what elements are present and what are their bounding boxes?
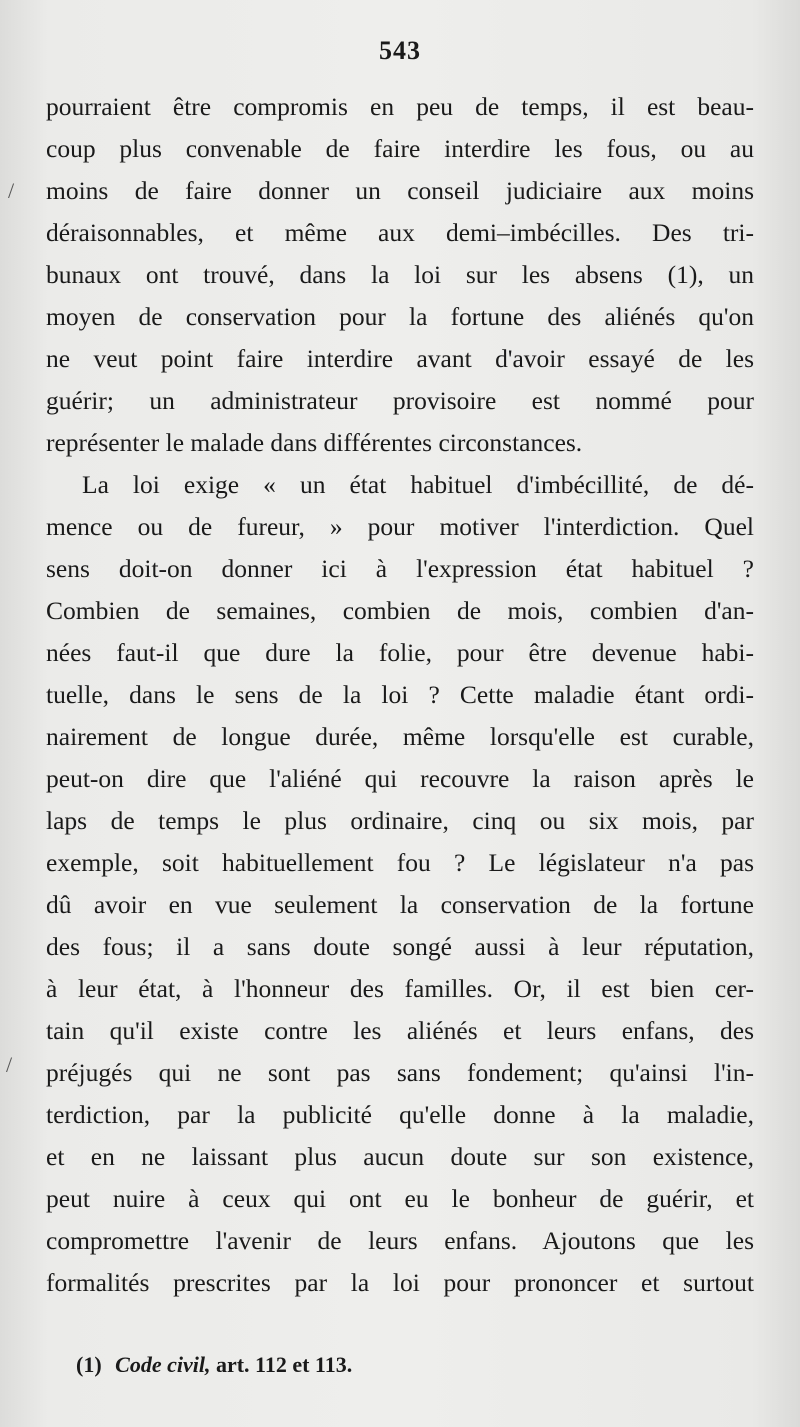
page-number: 543 [379, 36, 421, 65]
text-line: tain qu'il existe contre les aliénés et leurs enfans, des [46, 1016, 754, 1045]
text-line: guérir; un administrateur provisoire est nommé pour [46, 386, 754, 415]
text-line: peut nuire à ceux qui ont eu le bonheur de guérir, et [46, 1184, 754, 1213]
footnote-rest: art. 112 et 113. [215, 1352, 353, 1377]
text-line: moyen de conservation pour la fortune des aliénés qu'on [46, 302, 754, 331]
text-line: pourraient être compromis en peu de temps, il est beau- [46, 92, 754, 121]
text-line: laps de temps le plus ordinaire, cinq ou six mois, par [46, 806, 754, 835]
text-line: ne veut point faire interdire avant d'avoir essayé de les [46, 344, 754, 373]
text-line: tuelle, dans le sens de la loi ? Cette maladie étant ordi- [46, 680, 754, 709]
text-line: compromettre l'avenir de leurs enfans. Ajoutons que les [46, 1226, 754, 1255]
text-line: Combien de semaines, combien de mois, combien d'an- [46, 596, 754, 625]
footnote-code: Code civil, [115, 1352, 211, 1377]
text-line: nairement de longue durée, même lorsqu'elle est curable, [46, 722, 754, 751]
text-line: représenter le malade dans différentes circonstances. [46, 428, 583, 457]
text-line: exemple, soit habituellement fou ? Le législateur n'a pas [46, 848, 754, 877]
footnote-ref: (1) [76, 1352, 102, 1377]
text-line: nées faut-il que dure la folie, pour être devenue habi- [46, 638, 754, 667]
text-line: dû avoir en vue seulement la conservation de la fortune [46, 890, 754, 919]
text-line: peut-on dire que l'aliéné qui recouvre la raison après le [46, 764, 754, 793]
text-line: La loi exige « un état habituel d'imbécillité, de dé- [82, 470, 754, 499]
text-line: à leur état, à l'honneur des familles. Or, il est bien cer- [46, 974, 754, 1003]
text-line: déraisonnables, et même aux demi–imbécilles. Des tri- [46, 218, 754, 247]
margin-tick-mark: / [6, 1052, 13, 1077]
footnote [76, 1352, 352, 1378]
body-text [46, 86, 754, 1304]
text-line: et en ne laissant plus aucun doute sur son existence, [46, 1142, 754, 1171]
text-line: mence ou de fureur, » pour motiver l'interdiction. Quel [46, 512, 754, 541]
text-line: terdiction, par la publicité qu'elle donne à la maladie, [46, 1100, 754, 1129]
text-line: coup plus convenable de faire interdire les fous, ou au [46, 134, 754, 163]
text-line: formalités prescrites par la loi pour prononcer et surtout [46, 1268, 754, 1297]
text-line: moins de faire donner un conseil judiciaire aux moins [46, 176, 754, 205]
text-line: sens doit-on donner ici à l'expression état habituel ? [46, 554, 754, 583]
margin-tick-mark: / [8, 178, 15, 203]
text-line: préjugés qui ne sont pas sans fondement; qu'ainsi l'in- [46, 1058, 754, 1087]
text-line: bunaux ont trouvé, dans la loi sur les absens (1), un [46, 260, 754, 289]
text-line: des fous; il a sans doute songé aussi à leur réputation, [46, 932, 754, 961]
